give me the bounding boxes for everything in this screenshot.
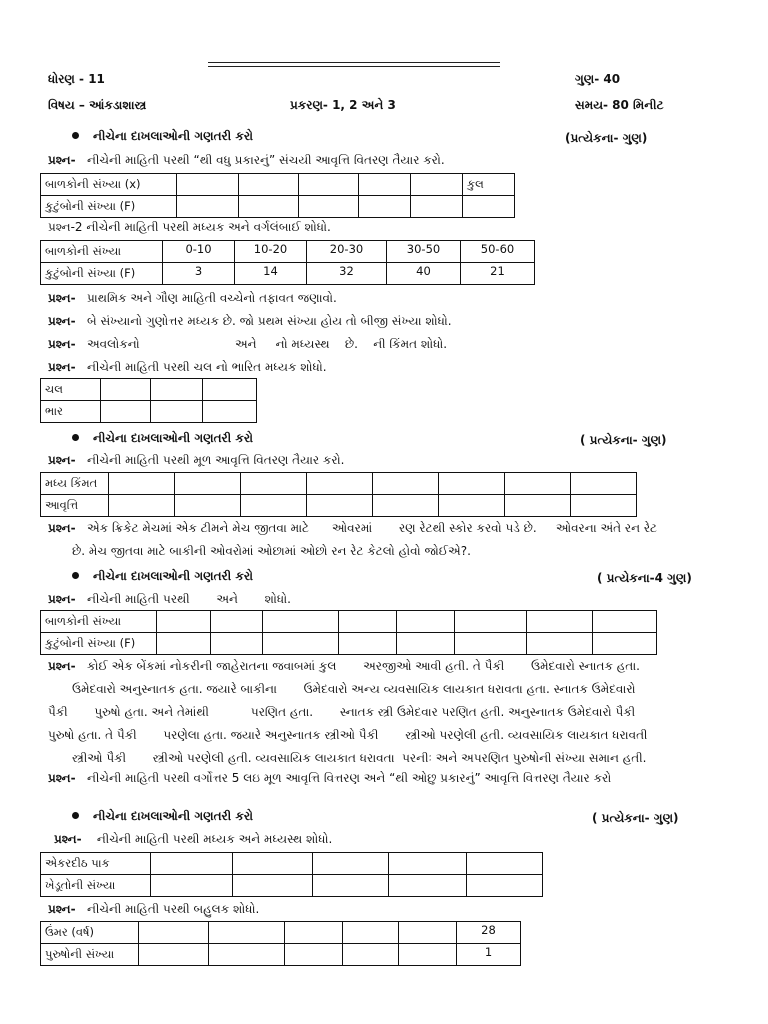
table-cell-label: બાળકોની સંખ્યા [41, 611, 157, 633]
table-cell [389, 853, 467, 875]
table-cell [239, 174, 299, 196]
table-cell: 21 [461, 263, 535, 285]
table-row [41, 495, 637, 517]
table-row [41, 263, 535, 285]
bullet-icon [72, 434, 79, 441]
s4-q1 [54, 832, 332, 847]
table-row [41, 944, 521, 966]
table-cell: 20-30 [307, 241, 387, 263]
header-rule-bottom [208, 66, 500, 67]
table-weighted [40, 378, 257, 423]
table-cell [463, 196, 515, 218]
table-cell [593, 611, 657, 633]
table-cell [109, 495, 175, 517]
subject-label: વિષય – આંકડાશાસ્ત્ર [48, 98, 147, 112]
table-cell [151, 853, 233, 875]
table-cell [211, 633, 263, 655]
question-text: પ્રાથમિક અને ગૌણ માહિતી વચ્ચેનો તફાવત જણાવો. [87, 291, 337, 305]
table-cell [101, 379, 151, 401]
table-row [41, 473, 637, 495]
s3-q2 [48, 655, 647, 770]
table-cell [467, 853, 543, 875]
table-row [41, 196, 515, 218]
section2-marks: ( પ્રત્યેકના- ગુણ) [580, 433, 667, 447]
table-cell [307, 473, 373, 495]
section3-heading [72, 569, 253, 584]
s1-q6 [48, 360, 327, 375]
question-text: નીચેની માહિતી પરથી “થી વધુ પ્રકારનું” સંચયી આવૃત્તિ વિતરણ તૈયાર કરો. [87, 153, 445, 167]
table-cell [439, 473, 505, 495]
table-row [41, 922, 521, 944]
question-text: નીચેની માહિતી પરથી વર્ગોત્તર 5 લઇ મૂળ આવૃત્તિ વિત્તરણ અને “થી ઓછુ પ્રકારનું” આવૃત્તિ વિત્તરણ તૈયાર કરો [87, 771, 612, 785]
paragraph-line: પૈકી પુરુષો હતા. અને તેમાંથી પરણિત હતા. સ્નાતક સ્ત્રી ઉમેદવાર પરણિત હતી. અનુસ્નાતક ઉમેદવારો પૈકી [48, 705, 636, 719]
table-cell [359, 174, 411, 196]
table-cell [211, 611, 263, 633]
table-row [41, 174, 515, 196]
table-cell [177, 174, 239, 196]
table-cell [455, 611, 527, 633]
table-cell [307, 495, 373, 517]
table-midvalue [40, 472, 637, 517]
table-cell-label: કુટુંબોની સંખ્યા (F) [41, 196, 177, 218]
table-cell [467, 875, 543, 897]
table-cell [313, 875, 389, 897]
table-cell [175, 473, 241, 495]
table-cell [339, 633, 397, 655]
table-cell-label: બાળકોની સંખ્યા [41, 241, 163, 263]
question-label: પ્રશ્ન- [48, 521, 76, 535]
table-cell [285, 922, 343, 944]
section2-heading [72, 431, 253, 446]
question-text: અવલોકનો અને નો મધ્યસ્થ છે. ની કિંમત શોધો. [87, 337, 448, 351]
s1-q1 [48, 153, 445, 168]
table-cell [263, 633, 339, 655]
question-text: નીચેની માહિતી પરથી ચલ નો ભારિત મધ્યક શોધો. [87, 360, 327, 374]
paragraph-line: સ્ત્રીઓ પૈકી સ્ત્રીઓ પરણેલી હતી. વ્યવસાયિક લાયકાત ધરાવતા પરનીઃ અને અપરણિત પુરુષોની સંખ્યા સમાન હતી. [72, 751, 647, 765]
question-label: પ્રશ્ન- [48, 291, 76, 305]
table-row [41, 379, 257, 401]
table-cell [455, 633, 527, 655]
table-cell [313, 853, 389, 875]
bullet-icon [72, 132, 79, 139]
table-cell: 50-60 [461, 241, 535, 263]
table-cell [397, 633, 455, 655]
table-cell [411, 196, 463, 218]
table-cell-label: ખેડૂતોની સંખ્યા [41, 875, 151, 897]
table-cell: 10-20 [235, 241, 307, 263]
table-cell [359, 196, 411, 218]
table-cell-label: ભાર [41, 401, 101, 423]
question-text: બે સંખ્યાનો ગુણોત્તર મધ્યક છે. જો પ્રથમ સંખ્યા હોય તો બીજી સંખ્યા શોધો. [87, 314, 452, 328]
question-text: કોઈ એક બેંકમાં નોકરીની જાહેરાતના જવાબમાં કુલ અરજીઓ આવી હતી. તે પૈકી ઉમેદવારો સ્નાતક હતા. [87, 659, 640, 673]
table-cell: 0-10 [163, 241, 235, 263]
question-label: પ્રશ્ન- [48, 592, 76, 606]
table-cell [139, 922, 209, 944]
table-row [41, 875, 543, 897]
table-cell [109, 473, 175, 495]
time-label: સમય- 80 મિનીટ [575, 98, 664, 112]
table-cell: 3 [163, 263, 235, 285]
table-cell [593, 633, 657, 655]
table-cell [209, 944, 285, 966]
section3-heading-text: નીચેના દાખલાઓની ગણતરી કરો [93, 569, 254, 583]
table-age [40, 921, 521, 966]
marks-label: ગુણ- 40 [575, 72, 621, 86]
table-cell [411, 174, 463, 196]
section4-heading [72, 809, 253, 824]
question-text: નીચેની માહિતી પરથી બહુલક શોધો. [87, 902, 260, 916]
table-cell [285, 944, 343, 966]
question-text: નીચેની માહિતી પરથી અને શોધો. [87, 592, 291, 606]
bullet-icon [72, 812, 79, 819]
table-cell-label: ચલ [41, 379, 101, 401]
table-crop [40, 852, 543, 897]
question-label: પ્રશ્ન- [48, 771, 76, 785]
table-cell [175, 495, 241, 517]
table-cell [527, 611, 593, 633]
section4-marks: ( પ્રત્યેકના- ગુણ) [592, 811, 679, 825]
table-cell [233, 875, 313, 897]
table-cell-label: બાળકોની સંખ્યા (x) [41, 174, 177, 196]
table-cell [527, 633, 593, 655]
s3-q1 [48, 592, 291, 607]
table-cell [209, 922, 285, 944]
table-cell-label: પુરુષોની સંખ્યા [41, 944, 139, 966]
s1-q2: પ્રશ્ન-2 નીચેની માહિતી પરથી મધ્યક અને વર્ગલંબાઈ શોધો. [48, 220, 331, 234]
header-rule-top [208, 62, 500, 63]
table-cell [151, 379, 203, 401]
question-label: પ્રશ્ન- [48, 360, 76, 374]
table-cell: 1 [457, 944, 521, 966]
paragraph-line [48, 517, 657, 540]
table-cell [399, 922, 457, 944]
question-text: એક ક્રિકેટ મેચમાં એક ટીમને મેચ જીતવા માટે ઓવરમાં રણ રેટથી સ્કોર કરવો પડે છે. ઓવરના અંતે રન રેટ [87, 521, 658, 535]
question-label: પ્રશ્ન- [48, 659, 76, 673]
s1-q3 [48, 291, 337, 306]
table-row [41, 401, 257, 423]
table-cell: 14 [235, 263, 307, 285]
table-cell [343, 922, 399, 944]
question-label: પ્રશ્ન- [54, 832, 82, 846]
paragraph-line: પુરુષો હતા. તે પૈકી પરણેલા હતા. જયારે અનુસ્નાતક સ્ત્રીઓ પૈકી સ્ત્રીઓ પરણેલી હતી. વ્યવસાયિક લાયકાત ધરાવતી [48, 728, 648, 742]
std-label: ધોરણ - 11 [48, 72, 105, 86]
section1-heading-text: નીચેના દાખલાઓની ગણતરી કરો [93, 129, 254, 143]
table-cell [203, 401, 257, 423]
table-cell [299, 174, 359, 196]
table-cell-label: ઉંમર (વર્ષ) [41, 922, 139, 944]
question-label: પ્રશ્ન- [48, 314, 76, 328]
table-cell-label: કુટુંબોની સંખ્યા (F) [41, 633, 157, 655]
s4-q2 [48, 902, 259, 917]
s1-q4 [48, 314, 452, 329]
s2-q2 [48, 517, 657, 563]
table-cell: 28 [457, 922, 521, 944]
table-cell [299, 196, 359, 218]
section4-heading-text: નીચેના દાખલાઓની ગણતરી કરો [93, 809, 254, 823]
table-cell: 32 [307, 263, 387, 285]
table-cell [151, 401, 203, 423]
table-cell: 40 [387, 263, 461, 285]
table-cell [241, 473, 307, 495]
table-cell [203, 379, 257, 401]
table-cell-label: આવૃત્તિ [41, 495, 109, 517]
question-text: નીચેની માહિતી પરથી મધ્યક અને મધ્યસ્થ શોધો. [96, 832, 333, 846]
table-cumulative [40, 173, 515, 218]
paragraph-line: ઉમેદવારો અનુસ્નાતક હતા. જયારે બાકીના ઉમેદવારો અન્ય વ્યવસાયિક લાયકાત ધરાવતા હતા. સ્નાતક ઉમેદવારો [72, 682, 636, 696]
paragraph-line [48, 655, 647, 678]
table-mean [40, 240, 535, 285]
paragraph-line: છે. મેચ જીતવા માટે બાકીની ઓવરોમાં ઓછામાં ઓછો રન રેટ કેટલો હોવો જોઈએ?. [72, 544, 471, 558]
section1-heading [72, 129, 253, 144]
table-row [41, 633, 657, 655]
question-text: નીચેની માહિતી પરથી મૂળ આવૃત્તિ વિતરણ તૈયાર કરો. [87, 453, 345, 467]
table-cell [177, 196, 239, 218]
table-cell [157, 633, 211, 655]
table-cell-label: મધ્ય કિંમત [41, 473, 109, 495]
table-cell [101, 401, 151, 423]
table-cell [263, 611, 339, 633]
table-families [40, 610, 657, 655]
section1-marks: (પ્રત્યેકના- ગુણ) [565, 131, 648, 145]
table-cell-label: કુટુંબોની સંખ્યા (F) [41, 263, 163, 285]
table-cell-total: કુલ [463, 174, 515, 196]
table-cell [157, 611, 211, 633]
s1-q5 [48, 337, 447, 352]
question-label: પ્રશ્ન- [48, 153, 76, 167]
table-cell [389, 875, 467, 897]
table-row [41, 241, 535, 263]
s2-q1 [48, 453, 344, 468]
table-cell-label: એકરદીઠ પાક [41, 853, 151, 875]
s3-q3 [48, 771, 611, 786]
table-cell: 30-50 [387, 241, 461, 263]
table-cell [571, 495, 637, 517]
question-label: પ્રશ્ન- [48, 453, 76, 467]
table-cell [397, 611, 455, 633]
table-cell [373, 473, 439, 495]
table-cell [139, 944, 209, 966]
table-cell [151, 875, 233, 897]
bullet-icon [72, 572, 79, 579]
table-cell [505, 495, 571, 517]
table-cell [233, 853, 313, 875]
table-cell [339, 611, 397, 633]
section3-marks: ( પ્રત્યેકના-4 ગુણ) [597, 571, 692, 585]
table-row [41, 611, 657, 633]
table-cell [571, 473, 637, 495]
table-cell [343, 944, 399, 966]
table-cell [399, 944, 457, 966]
table-row [41, 853, 543, 875]
question-label: પ્રશ્ન- [48, 337, 76, 351]
question-label: પ્રશ્ન- [48, 902, 76, 916]
table-cell [505, 473, 571, 495]
table-cell [373, 495, 439, 517]
table-cell [239, 196, 299, 218]
table-cell [241, 495, 307, 517]
chapter-label: પ્રકરણ- 1, 2 અને 3 [290, 98, 396, 112]
section2-heading-text: નીચેના દાખલાઓની ગણતરી કરો [93, 431, 254, 445]
table-cell [439, 495, 505, 517]
